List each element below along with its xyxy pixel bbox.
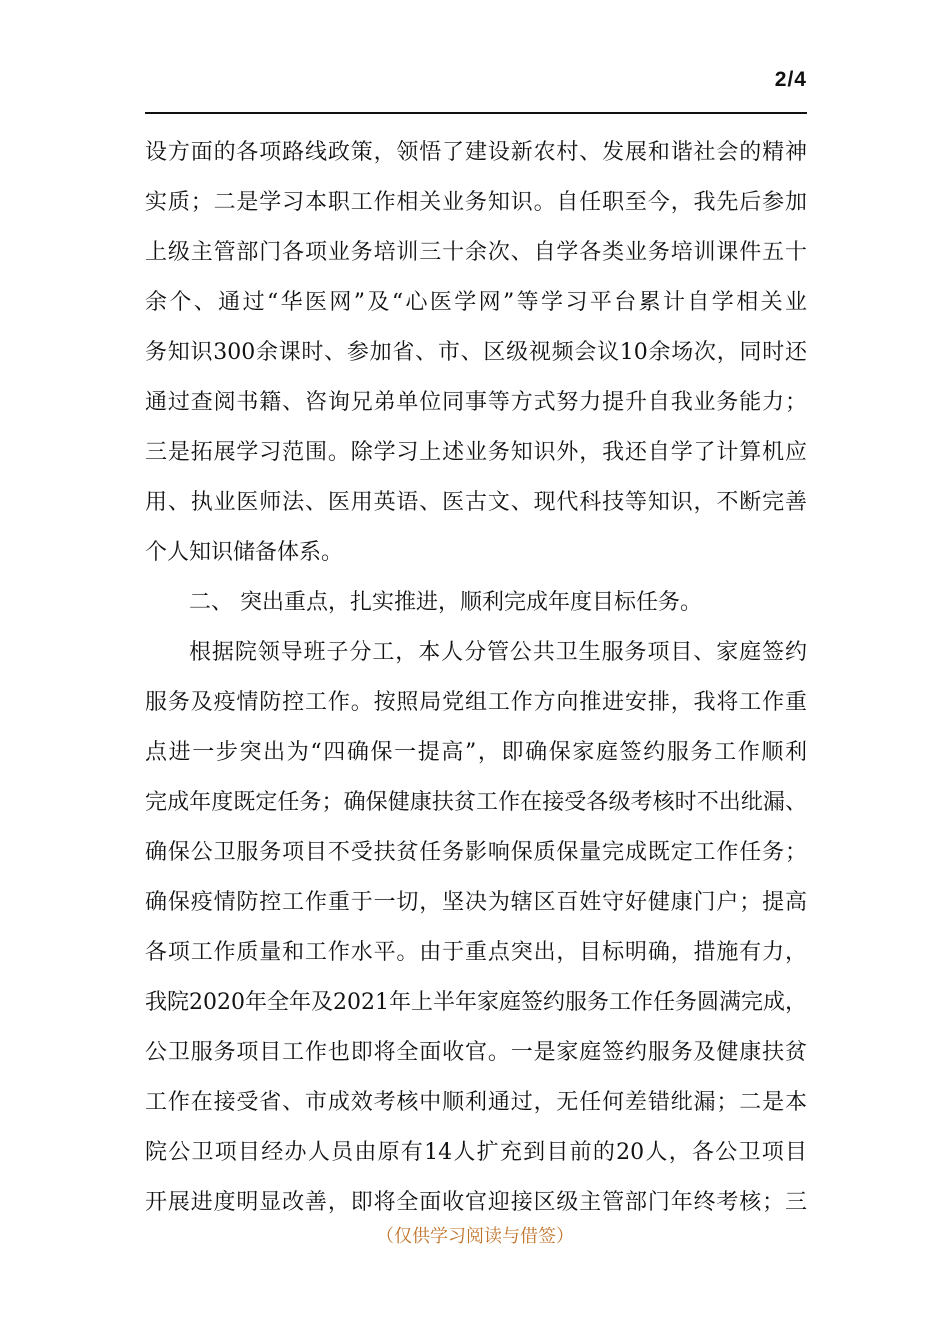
text-line: 设方面的各项路线政策，领悟了建设新农村、发展和谐社会的精神: [145, 140, 807, 165]
text-line: 三是拓展学习范围。除学习上述业务知识外，我还自学了计算机应: [145, 440, 807, 465]
text-line: 院公卫项目经办人员由原有14人扩充到目前的20人，各公卫项目: [145, 1140, 807, 1165]
text-line: 完成年度既定任务；确保健康扶贫工作在接受各级考核时不出纰漏、: [145, 790, 807, 815]
text-line: 开展进度明显改善，即将全面收官迎接区级主管部门年终考核；三: [145, 1190, 807, 1215]
text-line: 确保疫情防控工作重于一切，坚决为辖区百姓守好健康门户；提高: [145, 890, 807, 915]
text-line: 务知识300余课时、参加省、市、区级视频会议10余场次，同时还: [145, 340, 807, 365]
text-line: 服务及疫情防控工作。按照局党组工作方向推进安排，我将工作重: [145, 690, 807, 715]
text-line: 点进一步突出为“四确保一提高”，即确保家庭签约服务工作顺利: [145, 740, 807, 765]
footer-note: （仅供学习阅读与借签）: [376, 1226, 574, 1247]
text-line: 用、执业医师法、医用英语、医古文、现代科技等知识，不断完善: [145, 490, 807, 515]
text-line: 个人知识储备体系。: [145, 540, 344, 565]
text-line: 各项工作质量和工作水平。由于重点突出，目标明确，措施有力，: [145, 940, 807, 965]
header-divider: [145, 112, 807, 114]
page-number: 2/4: [774, 68, 807, 91]
text-line: 确保公卫服务项目不受扶贫任务影响保质保量完成既定工作任务；: [145, 840, 807, 865]
text-line: 根据院领导班子分工，本人分管公共卫生服务项目、家庭签约: [189, 640, 807, 665]
text-line: 工作在接受省、市成效考核中顺利通过，无任何差错纰漏；二是本: [145, 1090, 807, 1115]
text-line: 通过查阅书籍、咨询兄弟单位同事等方式努力提升自我业务能力；: [145, 390, 807, 415]
text-line: 余个、通过“华医网”及“心医学网”等学习平台累计自学相关业: [145, 290, 807, 315]
document-body: [145, 128, 807, 1228]
text-line: 我院2020年全年及2021年上半年家庭签约服务工作任务圆满完成，: [145, 990, 807, 1015]
section-heading: 二、 突出重点，扎实推进，顺利完成年度目标任务。: [189, 590, 702, 615]
text-line: 上级主管部门各项业务培训三十余次、自学各类业务培训课件五十: [145, 240, 807, 265]
text-line: 实质；二是学习本职工作相关业务知识。自任职至今，我先后参加: [145, 190, 807, 215]
text-line: 公卫服务项目工作也即将全面收官。一是家庭签约服务及健康扶贫: [145, 1040, 807, 1065]
